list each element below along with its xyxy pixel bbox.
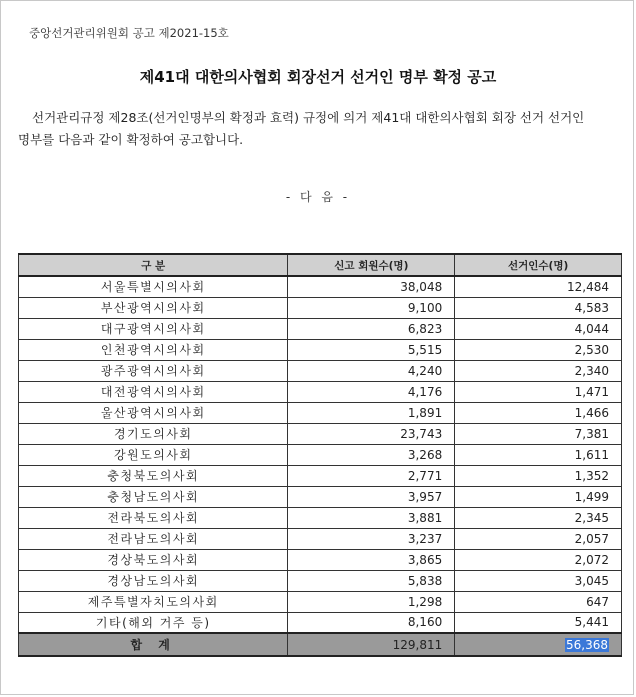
members-cell: 38,048: [288, 276, 455, 297]
header-members: 신고 회원수(명): [288, 254, 455, 276]
members-cell: 3,237: [288, 528, 455, 549]
members-cell: 1,298: [288, 591, 455, 612]
table-body: [19, 276, 622, 633]
table-row: [19, 339, 622, 360]
voters-cell: 2,345: [455, 507, 622, 528]
region-cell: 인천광역시의사회: [19, 339, 288, 360]
region-cell: 경상남도의사회: [19, 570, 288, 591]
table-row: [19, 297, 622, 318]
voters-cell: 1,499: [455, 486, 622, 507]
region-cell: 기타(해외 거주 등): [19, 612, 288, 633]
voters-cell: 1,471: [455, 381, 622, 402]
voters-cell: 7,381: [455, 423, 622, 444]
region-cell: 부산광역시의사회: [19, 297, 288, 318]
sub-heading: - 다 음 -: [285, 190, 351, 204]
region-cell: 전라북도의사회: [19, 507, 288, 528]
voters-cell: 2,340: [455, 360, 622, 381]
region-cell: 충청북도의사회: [19, 465, 288, 486]
total-voters-selected[interactable]: 56,368: [566, 637, 608, 652]
voter-roster-table: [18, 253, 622, 657]
header-category: 구 분: [19, 254, 288, 276]
members-cell: 3,865: [288, 549, 455, 570]
region-cell: 대구광역시의사회: [19, 318, 288, 339]
voters-cell: 4,583: [455, 297, 622, 318]
region-cell: 제주특별자치도의사회: [19, 591, 288, 612]
table-row: [19, 444, 622, 465]
region-cell: 대전광역시의사회: [19, 381, 288, 402]
voters-cell: 1,611: [455, 444, 622, 465]
region-cell: 경기도의사회: [19, 423, 288, 444]
table-row: [19, 549, 622, 570]
members-cell: 8,160: [288, 612, 455, 633]
notice-title: 제41대 대한의사협회 회장선거 선거인 명부 확정 공고: [139, 68, 497, 86]
members-cell: 9,100: [288, 297, 455, 318]
members-cell: 4,240: [288, 360, 455, 381]
region-cell: 강원도의사회: [19, 444, 288, 465]
members-cell: 5,515: [288, 339, 455, 360]
members-cell: 5,838: [288, 570, 455, 591]
table-row: [19, 528, 622, 549]
members-cell: 23,743: [288, 423, 455, 444]
region-cell: 경상북도의사회: [19, 549, 288, 570]
members-cell: 3,957: [288, 486, 455, 507]
total-members: 129,811: [288, 633, 455, 656]
table-row: [19, 402, 622, 423]
voters-cell: 2,530: [455, 339, 622, 360]
total-row: [19, 633, 622, 656]
members-cell: 2,771: [288, 465, 455, 486]
table-row: [19, 507, 622, 528]
notice-number: 중앙선거관리위원회 공고 제2021-15호: [29, 26, 229, 40]
region-cell: 울산광역시의사회: [19, 402, 288, 423]
notice-body: 선거관리규정 제28조(선거인명부의 확정과 효력) 규정에 의거 제41대 대한의사협회 회장 선거 선거인 명부를 다음과 같이 확정하여 공고합니다.: [18, 110, 585, 147]
table-row: [19, 381, 622, 402]
region-cell: 전라남도의사회: [19, 528, 288, 549]
table-row: [19, 276, 622, 297]
voters-cell: 647: [455, 591, 622, 612]
table-row: [19, 612, 622, 633]
table-row: [19, 591, 622, 612]
voters-cell: 1,352: [455, 465, 622, 486]
members-cell: 6,823: [288, 318, 455, 339]
total-voters-cell: [455, 633, 622, 656]
voters-cell: 12,484: [455, 276, 622, 297]
table-row: [19, 486, 622, 507]
voters-cell: 3,045: [455, 570, 622, 591]
table-header-row: [19, 254, 622, 276]
region-cell: 광주광역시의사회: [19, 360, 288, 381]
members-cell: 4,176: [288, 381, 455, 402]
header-voters: 선거인수(명): [455, 254, 622, 276]
table-row: [19, 318, 622, 339]
members-cell: 1,891: [288, 402, 455, 423]
table-row: [19, 465, 622, 486]
table-row: [19, 360, 622, 381]
region-cell: 충청남도의사회: [19, 486, 288, 507]
voters-cell: 5,441: [455, 612, 622, 633]
members-cell: 3,881: [288, 507, 455, 528]
voters-cell: 1,466: [455, 402, 622, 423]
members-cell: 3,268: [288, 444, 455, 465]
voters-cell: 2,072: [455, 549, 622, 570]
voters-cell: 4,044: [455, 318, 622, 339]
voters-cell: 2,057: [455, 528, 622, 549]
table-row: [19, 423, 622, 444]
region-cell: 서울특별시의사회: [19, 276, 288, 297]
table-row: [19, 570, 622, 591]
total-label: 합 계: [19, 633, 288, 656]
